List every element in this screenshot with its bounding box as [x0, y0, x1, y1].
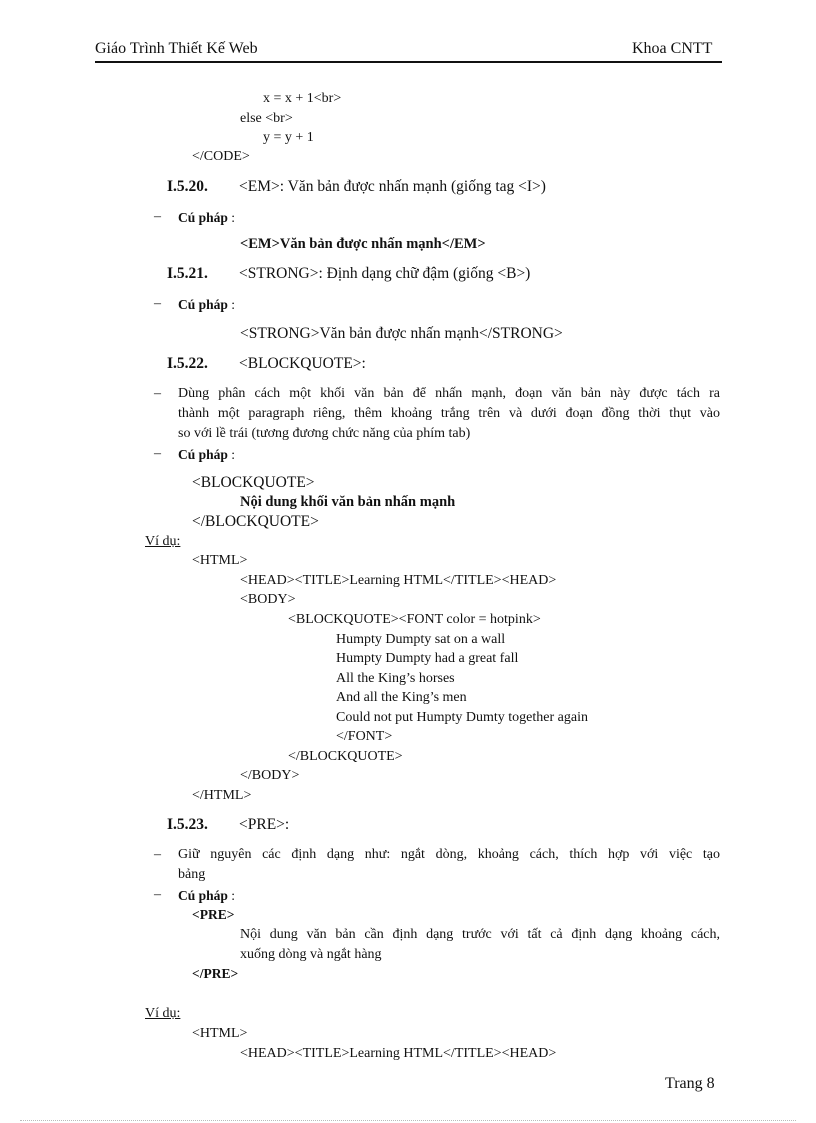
description-line: bảng	[178, 867, 206, 882]
syntax-line: Nội dung khối văn bản nhấn mạnh	[240, 494, 456, 510]
example-line: <HTML>	[192, 1026, 248, 1041]
example-line: <HEAD><TITLE>Learning HTML</TITLE><HEAD>	[240, 573, 557, 588]
example-line: Could not put Humpty Dumty together again	[336, 710, 588, 725]
syntax-label: Cú pháp :	[178, 888, 236, 903]
bullet-dash: –	[154, 446, 161, 461]
section-number: I.5.23.	[167, 816, 208, 833]
code-line: </CODE>	[192, 149, 250, 164]
example-line: <BLOCKQUOTE><FONT color = hotpink>	[288, 612, 541, 627]
section-title: <EM>: Văn bản được nhấn mạnh (giống tag <I>)	[239, 178, 546, 195]
section-number: I.5.22.	[167, 355, 208, 372]
example-line: All the King’s horses	[336, 671, 455, 686]
example-line: <BODY>	[240, 592, 296, 607]
bullet-dash: –	[154, 296, 161, 311]
section-title: <BLOCKQUOTE>:	[239, 355, 366, 372]
description-line: Giữ nguyên các định dạng như: ngắt dòng, khoảng cách, thích hợp với việc tạo	[178, 847, 720, 862]
code-line: y = y + 1	[263, 130, 314, 145]
syntax-line: <BLOCKQUOTE>	[192, 474, 315, 491]
example-line: Humpty Dumpty had a great fall	[336, 651, 519, 666]
syntax-label: Cú pháp :	[178, 447, 236, 462]
example-line: <HEAD><TITLE>Learning HTML</TITLE><HEAD>	[240, 1046, 557, 1061]
section-heading-pre	[167, 816, 289, 834]
syntax-line: <PRE>	[192, 907, 235, 922]
example-line: </BODY>	[240, 768, 300, 783]
syntax-body-line: xuống dòng và ngắt hàng	[240, 947, 382, 962]
section-title: <STRONG>: Định dạng chữ đậm (giống <B>)	[239, 265, 531, 282]
description-line: so với lề trái (tương đương chức năng của phím tab)	[178, 426, 471, 441]
page-number: Trang 8	[665, 1075, 715, 1092]
example-line: Humpty Dumpty sat on a wall	[336, 632, 506, 647]
example-line: </HTML>	[192, 788, 252, 803]
section-heading-strong	[167, 265, 530, 283]
code-line: else <br>	[240, 111, 293, 126]
syntax-label: Cú pháp :	[178, 297, 236, 312]
example-label: Ví dụ:	[145, 534, 181, 549]
syntax-strong: <STRONG>Văn bản được nhấn mạnh</STRONG>	[240, 325, 563, 342]
description-line: thành một paragraph riêng, thêm khoảng trắng trên và dưới đoạn đồng thời thụt vào	[178, 406, 720, 421]
header-title: Giáo Trình Thiết Kế Web	[95, 40, 258, 57]
bullet-dash: –	[154, 209, 161, 224]
example-line: And all the King’s men	[336, 690, 467, 705]
page-edge	[20, 1120, 796, 1121]
header-dept: Khoa CNTT	[632, 40, 713, 57]
section-number: I.5.21.	[167, 265, 208, 282]
example-line: <HTML>	[192, 553, 248, 568]
bullet-dash: –	[154, 386, 161, 401]
example-label: Ví dụ:	[145, 1006, 181, 1021]
syntax-label: Cú pháp :	[178, 210, 236, 225]
syntax-em: <EM>Văn bản được nhấn mạnh</EM>	[240, 236, 486, 252]
section-number: I.5.20.	[167, 178, 208, 195]
example-line: </FONT>	[336, 729, 393, 744]
header-rule	[95, 61, 722, 63]
syntax-line: </BLOCKQUOTE>	[192, 513, 319, 530]
code-line: x = x + 1<br>	[263, 91, 342, 106]
bullet-dash: –	[154, 887, 161, 902]
section-heading-blockquote	[167, 355, 366, 373]
section-title: <PRE>:	[239, 816, 290, 833]
bullet-dash: –	[154, 847, 161, 862]
example-line: </BLOCKQUOTE>	[288, 749, 403, 764]
syntax-body-line: Nội dung văn bản cần định dạng trước với tất cả định dạng khoảng cách,	[240, 927, 720, 942]
syntax-line: </PRE>	[192, 966, 239, 981]
description-line: Dùng phân cách một khối văn bản để nhấn mạnh, đoạn văn bản này được tách ra	[178, 386, 720, 401]
section-heading-em	[167, 178, 546, 196]
